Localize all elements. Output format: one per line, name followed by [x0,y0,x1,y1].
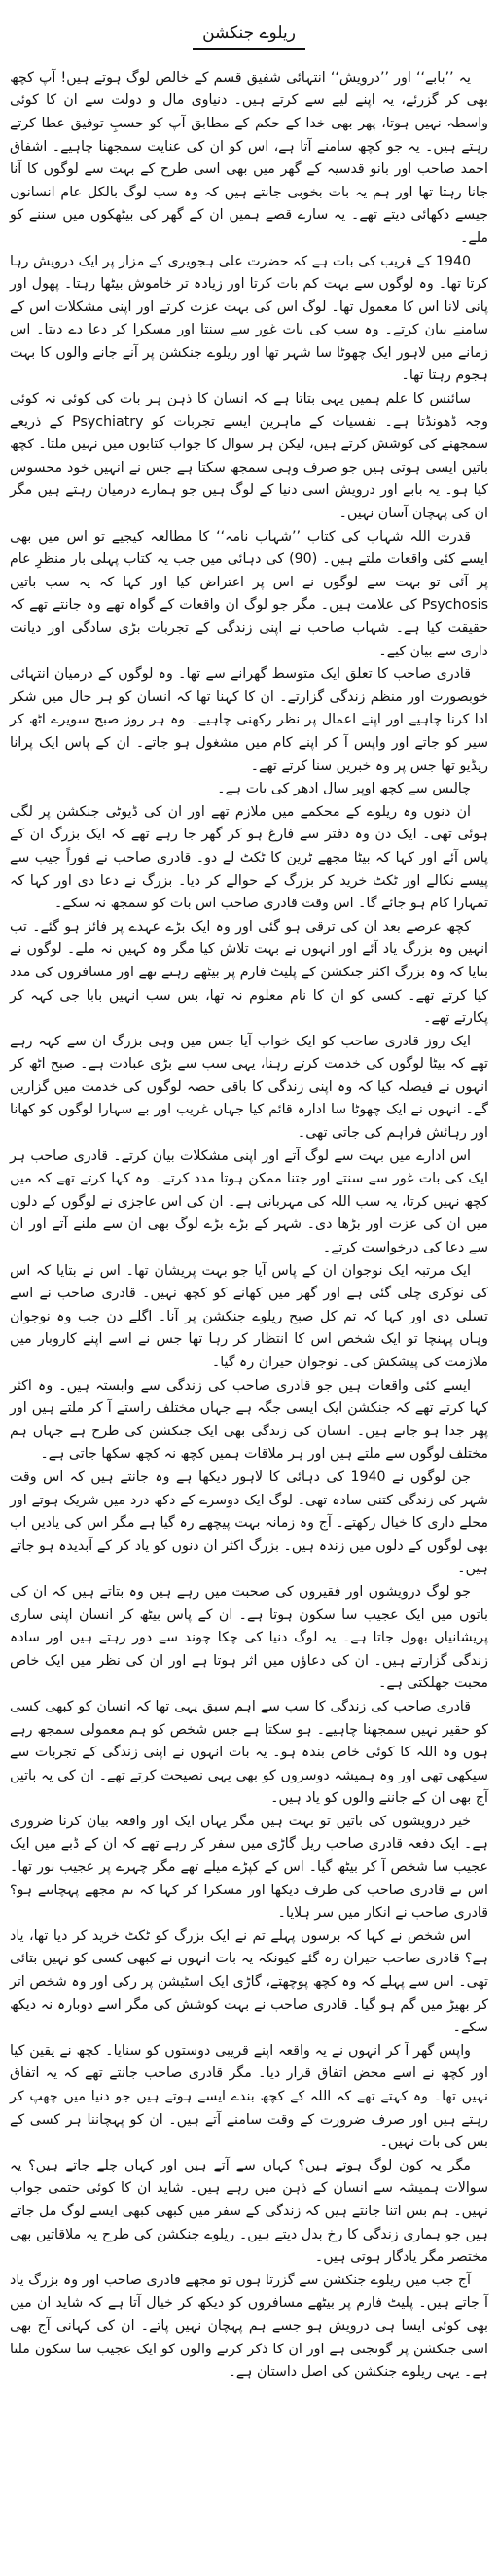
article-paragraph: قدرت اللہ شہاب کی کتاب ’’شہاب نامہ‘‘ کا مطالعہ کیجیے تو اس میں بھی ایسے کئی واقعات ملتے ہیں۔ (90) کی دہائی میں جب یہ کتاب پہلی بار منظرِ عام پر آئی تو بہت سے لوگوں نے اس پر اعتراض کیا اور کہا کہ یہ سب باتیں Psychosis کی علامت ہیں۔ مگر جو لوگ ان واقعات کے گواہ تھے وہ جانتے تھے کہ حقیقت کیا ہے۔ شہاب صاحب نے اپنی زندگی کے تجربات بڑی سادگی اور دیانت داری سے بیان کیے۔ [10,528,488,659]
article-paragraph: ایک روز قادری صاحب کو ایک خواب آیا جس میں وہی بزرگ ان سے کہہ رہے تھے کہ بیٹا لوگوں کی خدمت کرتے رہنا، یہی سب سے بڑی عبادت ہے۔ صبح اٹھ کر انہوں نے فیصلہ کیا کہ وہ اپنی زندگی کا باقی حصہ لوگوں کی خدمت میں گزاریں گے۔ انہوں نے ایک چھوٹا سا ادارہ قائم کیا جہاں غریب اور بے سہارا لوگوں کو کھانا اور رہائش فراہم کی جاتی تھی۔ [10,1033,488,1142]
article-paragraph: ان دنوں وہ ریلوے کے محکمے میں ملازم تھے اور ان کی ڈیوٹی جنکشن پر لگی ہوئی تھی۔ ایک دن وہ دفتر سے فارغ ہو کر گھر جا رہے تھے کہ ایک بزرگ ان کے پاس آئے اور کہا کہ بیٹا مجھے ٹرین کا ٹکٹ لے دو۔ قادری صاحب نے فوراً جیب سے پیسے نکالے اور ٹکٹ خرید کر بزرگ کے حوالے کر دیا۔ بزرگ نے دعا دی اور کہا کہ تمہارا کام ہو جائے گا۔ اس وقت قادری صاحب اس بات کو سمجھ نہ سکے۔ [10,803,488,912]
article-paragraph: جن لوگوں نے 1940 کی دہائی کا لاہور دیکھا ہے وہ جانتے ہیں کہ اس وقت شہر کی زندگی کتنی سادہ تھی۔ لوگ ایک دوسرے کے دکھ درد میں شریک ہوتے اور محلے داری کا خیال رکھتے۔ آج وہ زمانہ بہت پیچھے رہ گیا ہے مگر اس کی یادیں اب بھی لوگوں کے دلوں میں زندہ ہیں۔ بزرگ اکثر ان دنوں کو یاد کر کے آبدیدہ ہو جاتے ہیں۔ [10,1468,488,1577]
article-body [10,67,488,2384]
article-headline: ریلوے جنکشن [193,22,305,50]
article-paragraph: مگر یہ کون لوگ ہوتے ہیں؟ کہاں سے آتے ہیں اور کہاں چلے جاتے ہیں؟ یہ سوالات ہمیشہ سے انسان کے ذہن میں رہے ہیں۔ شاید ان کا کوئی حتمی جواب نہیں۔ ہم بس اتنا جانتے ہیں کہ زندگی کے سفر میں کبھی کبھی ایسے لوگ مل جاتے ہیں جو ہماری زندگی کا رخ بدل دیتے ہیں۔ ریلوے جنکشن کی طرح یہ ملاقاتیں بھی مختصر مگر یادگار ہوتی ہیں۔ [10,2157,488,2266]
article-paragraph: یہ ’’بابے‘‘ اور ’’درویش‘‘ انتہائی شفیق قسم کے خالص لوگ ہوتے ہیں! آپ کچھ بھی کر گزرئے، یہ اپنے لیے سے کرتے ہیں۔ دنیاوی مال و دولت سے ان کا کوئی واسطہ نہیں ہوتا، پھر بھی خدا کے حکم کے مطابق آپ کو حسبِ توفیق عطا کرتے رہتے ہیں۔ یہ جو کچھ سامنے آتا ہے، اس کو ان کی عنایت سمجھنا چاہیے۔ اشفاق احمد صاحب اور بانو قدسیہ کے گھر میں بھی اسی طرح کے بہت سے لوگوں کا آنا جانا رہتا تھا اور ہم یہ بات بخوبی جانتے ہیں کہ وہ سب لوگ بالکل عام انسانوں جیسے دکھائی دیتے تھے۔ یہ سارے قصے ہمیں ان کے گھر کی بیٹھکوں میں سننے کو ملے۔ [10,69,488,246]
article-paragraph: آج جب میں ریلوے جنکشن سے گزرتا ہوں تو مجھے قادری صاحب اور وہ بزرگ یاد آ جاتے ہیں۔ پلیٹ فارم پر بیٹھے مسافروں کو دیکھ کر خیال آتا ہے کہ شاید ان میں بھی کوئی ایسا ہی درویش ہو جسے ہم پہچان نہیں پاتے۔ ان کی کہانی آج بھی اسی جنکشن پر گونجتی ہے اور ان کا ذکر کرنے والوں کو ایک عجیب سا سکون ملتا ہے۔ یہی ریلوے جنکشن کی اصل داستان ہے۔ [10,2272,488,2381]
article-paragraph: اس ادارے میں بہت سے لوگ آتے اور اپنی مشکلات بیان کرتے۔ قادری صاحب ہر ایک کی بات غور سے سنتے اور جتنا ممکن ہوتا مدد کرتے۔ وہ کہا کرتے تھے کہ میں کچھ نہیں کرتا، یہ سب اللہ کی مہربانی ہے۔ ان کی اس عاجزی نے لوگوں کے دلوں میں ان کی عزت اور بڑھا دی۔ شہر کے بڑے بڑے لوگ بھی ان سے ملنے آتے اور ان سے دعا کی درخواست کرتے۔ [10,1147,488,1256]
headline-container [10,0,488,67]
article-paragraph: ایک مرتبہ ایک نوجوان ان کے پاس آیا جو بہت پریشان تھا۔ اس نے بتایا کہ اس کی نوکری چلی گئی ہے اور گھر میں کھانے کو کچھ نہیں۔ قادری صاحب نے اسے تسلی دی اور کہا کہ تم کل صبح ریلوے جنکشن پر آنا۔ اگلے دن جب وہ نوجوان وہاں پہنچا تو ایک شخص اس کا انتظار کر رہا تھا جس نے اسے اپنے کاروبار میں ملازمت کی پیشکش کی۔ نوجوان حیران رہ گیا۔ [10,1262,488,1370]
article-paragraph: 1940 کے قریب کی بات ہے کہ حضرت علی ہجویری کے مزار پر ایک درویش رہا کرتا تھا۔ وہ لوگوں سے بہت کم بات کرتا اور زیادہ تر خاموش بیٹھا رہتا۔ پھول اور پانی لانا اس کا معمول تھا۔ لوگ اس کی بہت عزت کرتے اور اپنی مشکلات اس کے سامنے بیان کرتے۔ وہ سب کی بات غور سے سنتا اور مسکرا کر دعا دے دیتا۔ اس زمانے میں لاہور ایک چھوٹا سا شہر تھا اور ریلوے جنکشن پر آنے جانے والوں کا بہت ہجوم رہتا تھا۔ [10,253,488,384]
article-paragraph: قادری صاحب کا تعلق ایک متوسط گھرانے سے تھا۔ وہ لوگوں کے درمیان انتہائی خوبصورت اور منظم زندگی گزارتے۔ ان کا کہنا تھا کہ انسان کو ہر حال میں شکر ادا کرنا چاہیے اور اپنے اعمال پر نظر رکھنی چاہیے۔ وہ ہر روز صبح سویرے اٹھ کر سیر کو جاتے اور واپس آ کر اپنے کام میں مشغول ہو جاتے۔ ان کے پاس ایک پرانا ریڈیو تھا جس پر وہ خبریں سنا کرتے تھے۔ [10,666,488,774]
article-paragraph: قادری صاحب کی زندگی کا سب سے اہم سبق یہی تھا کہ انسان کو کبھی کسی کو حقیر نہیں سمجھنا چاہیے۔ ہو سکتا ہے جس شخص کو ہم معمولی سمجھ رہے ہوں وہ اللہ کا کوئی خاص بندہ ہو۔ یہ بات انہوں نے اپنی زندگی کے تجربات سے سیکھی تھی اور وہ ہمیشہ دوسروں کو بھی یہی نصیحت کرتے تھے۔ ان کی یہ باتیں آج بھی ان کے جاننے والوں کو یاد ہیں۔ [10,1698,488,1807]
article-paragraph: واپس گھر آ کر انہوں نے یہ واقعہ اپنے قریبی دوستوں کو سنایا۔ کچھ نے یقین کیا اور کچھ نے اسے محض اتفاق قرار دیا۔ مگر قادری صاحب جانتے تھے کہ یہ اتفاق نہیں تھا۔ وہ کہتے تھے کہ اللہ کے کچھ بندے ایسے ہوتے ہیں جو دنیا میں چھپ کر رہتے ہیں اور صرف ضرورت کے وقت سامنے آتے ہیں۔ ان کو پہچاننا ہر کسی کے بس کی بات نہیں۔ [10,2042,488,2151]
article-paragraph: چالیس سے کچھ اوپر سال ادھر کی بات ہے۔ [217,781,471,797]
article-paragraph: خیر درویشوں کی باتیں تو بہت ہیں مگر یہاں ایک اور واقعہ بیان کرنا ضروری ہے۔ ایک دفعہ قادری صاحب ریل گاڑی میں سفر کر رہے تھے کہ ان کے ڈبے میں ایک عجیب سا شخص آ کر بیٹھ گیا۔ اس کے کپڑے میلے تھے مگر چہرے پر عجیب نور تھا۔ اس نے قادری صاحب کی طرف دیکھا اور مسکرا کر کہا کہ تم مجھے پہچانتے ہو؟ قادری صاحب نے انکار میں سر ہلایا۔ [10,1813,488,1922]
article-paragraph: کچھ عرصے بعد ان کی ترقی ہو گئی اور وہ ایک بڑے عہدے پر فائز ہو گئے۔ تب انہیں وہ بزرگ یاد آئے اور انہوں نے بہت تلاش کیا مگر وہ کہیں نہ ملے۔ لوگوں نے بتایا کہ وہ بزرگ اکثر جنکشن کے پلیٹ فارم پر بیٹھے رہتے تھے اور مسافروں کی مدد کیا کرتے تھے۔ کسی کو ان کا نام معلوم نہ تھا، بس سب انہیں بابا جی کہہ کر پکارتے تھے۔ [10,918,488,1027]
article-paragraph: جو لوگ درویشوں اور فقیروں کی صحبت میں رہے ہیں وہ بتاتے ہیں کہ ان کی باتوں میں ایک عجیب سا سکون ہوتا ہے۔ ان کے پاس بیٹھ کر انسان اپنی ساری پریشانیاں بھول جاتا ہے۔ یہ لوگ دنیا کی چکا چوند سے دور رہتے ہیں اور سادہ زندگی گزارتے ہیں۔ ان کی دعاؤں میں اثر ہوتا ہے اور ان کی نظر میں ایک خاص محبت جھلکتی ہے۔ [10,1583,488,1692]
article-paragraph: اس شخص نے کہا کہ برسوں پہلے تم نے ایک بزرگ کو ٹکٹ خرید کر دیا تھا، یاد ہے؟ قادری صاحب حیران رہ گئے کیونکہ یہ بات انہوں نے کبھی کسی کو نہیں بتائی تھی۔ اس سے پہلے کہ وہ کچھ پوچھتے، گاڑی ایک اسٹیشن پر رکی اور وہ شخص اتر کر بھیڑ میں گم ہو گیا۔ قادری صاحب نے بہت کوشش کی مگر اسے دوبارہ نہ دیکھ سکے۔ [10,1927,488,2036]
article-paragraph: ایسے کئی واقعات ہیں جو قادری صاحب کی زندگی سے وابستہ ہیں۔ وہ اکثر کہا کرتے تھے کہ جنکشن ایک ایسی جگہ ہے جہاں مختلف راستے آ کر ملتے ہیں اور پھر جدا ہو جاتے ہیں۔ انسان کی زندگی بھی ایک جنکشن کی طرح ہے جہاں ہم مختلف لوگوں سے ملتے ہیں اور ہر ملاقات ہمیں کچھ نہ کچھ سکھا جاتی ہے۔ [10,1377,488,1463]
article-paragraph: سائنس کا علم ہمیں یہی بتاتا ہے کہ انسان کا ذہن ہر بات کی کوئی نہ کوئی وجہ ڈھونڈتا ہے۔ نفسیات کے ماہرین ایسے تجربات کو Psychiatry کے ذریعے سمجھنے کی کوشش کرتے ہیں، لیکن ہر سوال کا جواب کتابوں میں نہیں ملتا۔ کچھ باتیں ایسی ہوتی ہیں جو صرف وہی سمجھ سکتا ہے جس نے انہیں خود محسوس کیا ہو۔ یہ بابے اور درویش اسی دنیا کے لوگ ہیں جو ہمارے درمیان رہتے ہیں مگر ان کی پہچان آسان نہیں۔ [10,391,488,522]
